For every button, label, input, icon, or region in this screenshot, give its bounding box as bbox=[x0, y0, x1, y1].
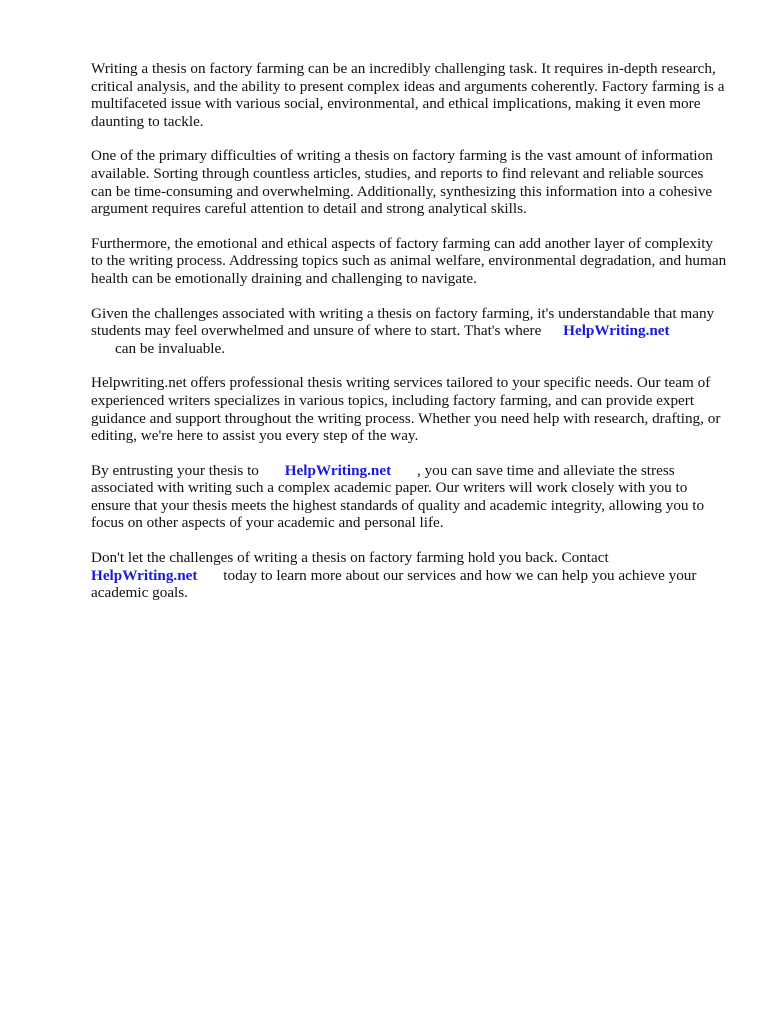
document-body bbox=[91, 60, 727, 619]
helpwriting-link-1[interactable]: HelpWriting.net bbox=[563, 322, 670, 340]
paragraph-contact bbox=[91, 549, 727, 602]
helpwriting-link-3[interactable]: HelpWriting.net bbox=[91, 566, 198, 584]
helpwriting-link-2[interactable]: HelpWriting.net bbox=[284, 461, 392, 479]
paragraph-challenges-text: Given the challenges associated with writing a thesis on factory farming, it's understandable that many students may feel overwhelmed and unsure of where to start. That's where bbox=[91, 304, 715, 340]
paragraph-challenges-tail: can be invaluable. bbox=[115, 339, 226, 357]
paragraph-difficulties: One of the primary difficulties of writing a thesis on factory farming is the vast amount of information available. Sorting through countless articles, studies, and reports to find relevant and reliable sources can be time-consuming and overwhelming. Additionally, synthesizing this information into a cohesive argument requires careful attention to detail and strong analytical skills. bbox=[91, 147, 713, 218]
paragraph-entrusting-tail: , you can save time and alleviate the stress associated with writing such a complex academic paper. Our writers will work closely with you to ensure that your thesis meets the highest standards of quality and academic integrity, allowing you to focus on other aspects of your academic and personal life. bbox=[91, 461, 705, 532]
paragraph-services: Helpwriting.net offers professional thesis writing services tailored to your specific needs. Our team of experienced writers specializes in various topics, including factory farming, and can provide expert guidance and support throughout the writing process. Whether you need help with research, drafting, or editing, we're here to assist you every step of the way. bbox=[91, 374, 721, 445]
paragraph-contact-text: Don't let the challenges of writing a thesis on factory farming hold you back. Contact bbox=[91, 549, 609, 567]
paragraph-intro: Writing a thesis on factory farming can be an incredibly challenging task. It requires in-depth research, critical analysis, and the ability to present complex ideas and arguments coherently. Factory farming is a multifaceted issue with various social, environmental, and ethical implications, making it even more daunting to tackle. bbox=[91, 60, 725, 130]
paragraph-entrusting bbox=[91, 462, 727, 532]
paragraph-contact-tail: today to learn more about our services and how we can help you achieve your academic goals. bbox=[91, 566, 697, 602]
paragraph-entrusting-text: By entrusting your thesis to bbox=[91, 461, 259, 479]
paragraph-challenges bbox=[91, 305, 727, 358]
paragraph-emotional-aspects: Furthermore, the emotional and ethical aspects of factory farming can add another layer of complexity to the writing process. Addressing topics such as animal welfare, environmental degradation, and human health can be emotionally draining and challenging to navigate. bbox=[91, 234, 727, 287]
